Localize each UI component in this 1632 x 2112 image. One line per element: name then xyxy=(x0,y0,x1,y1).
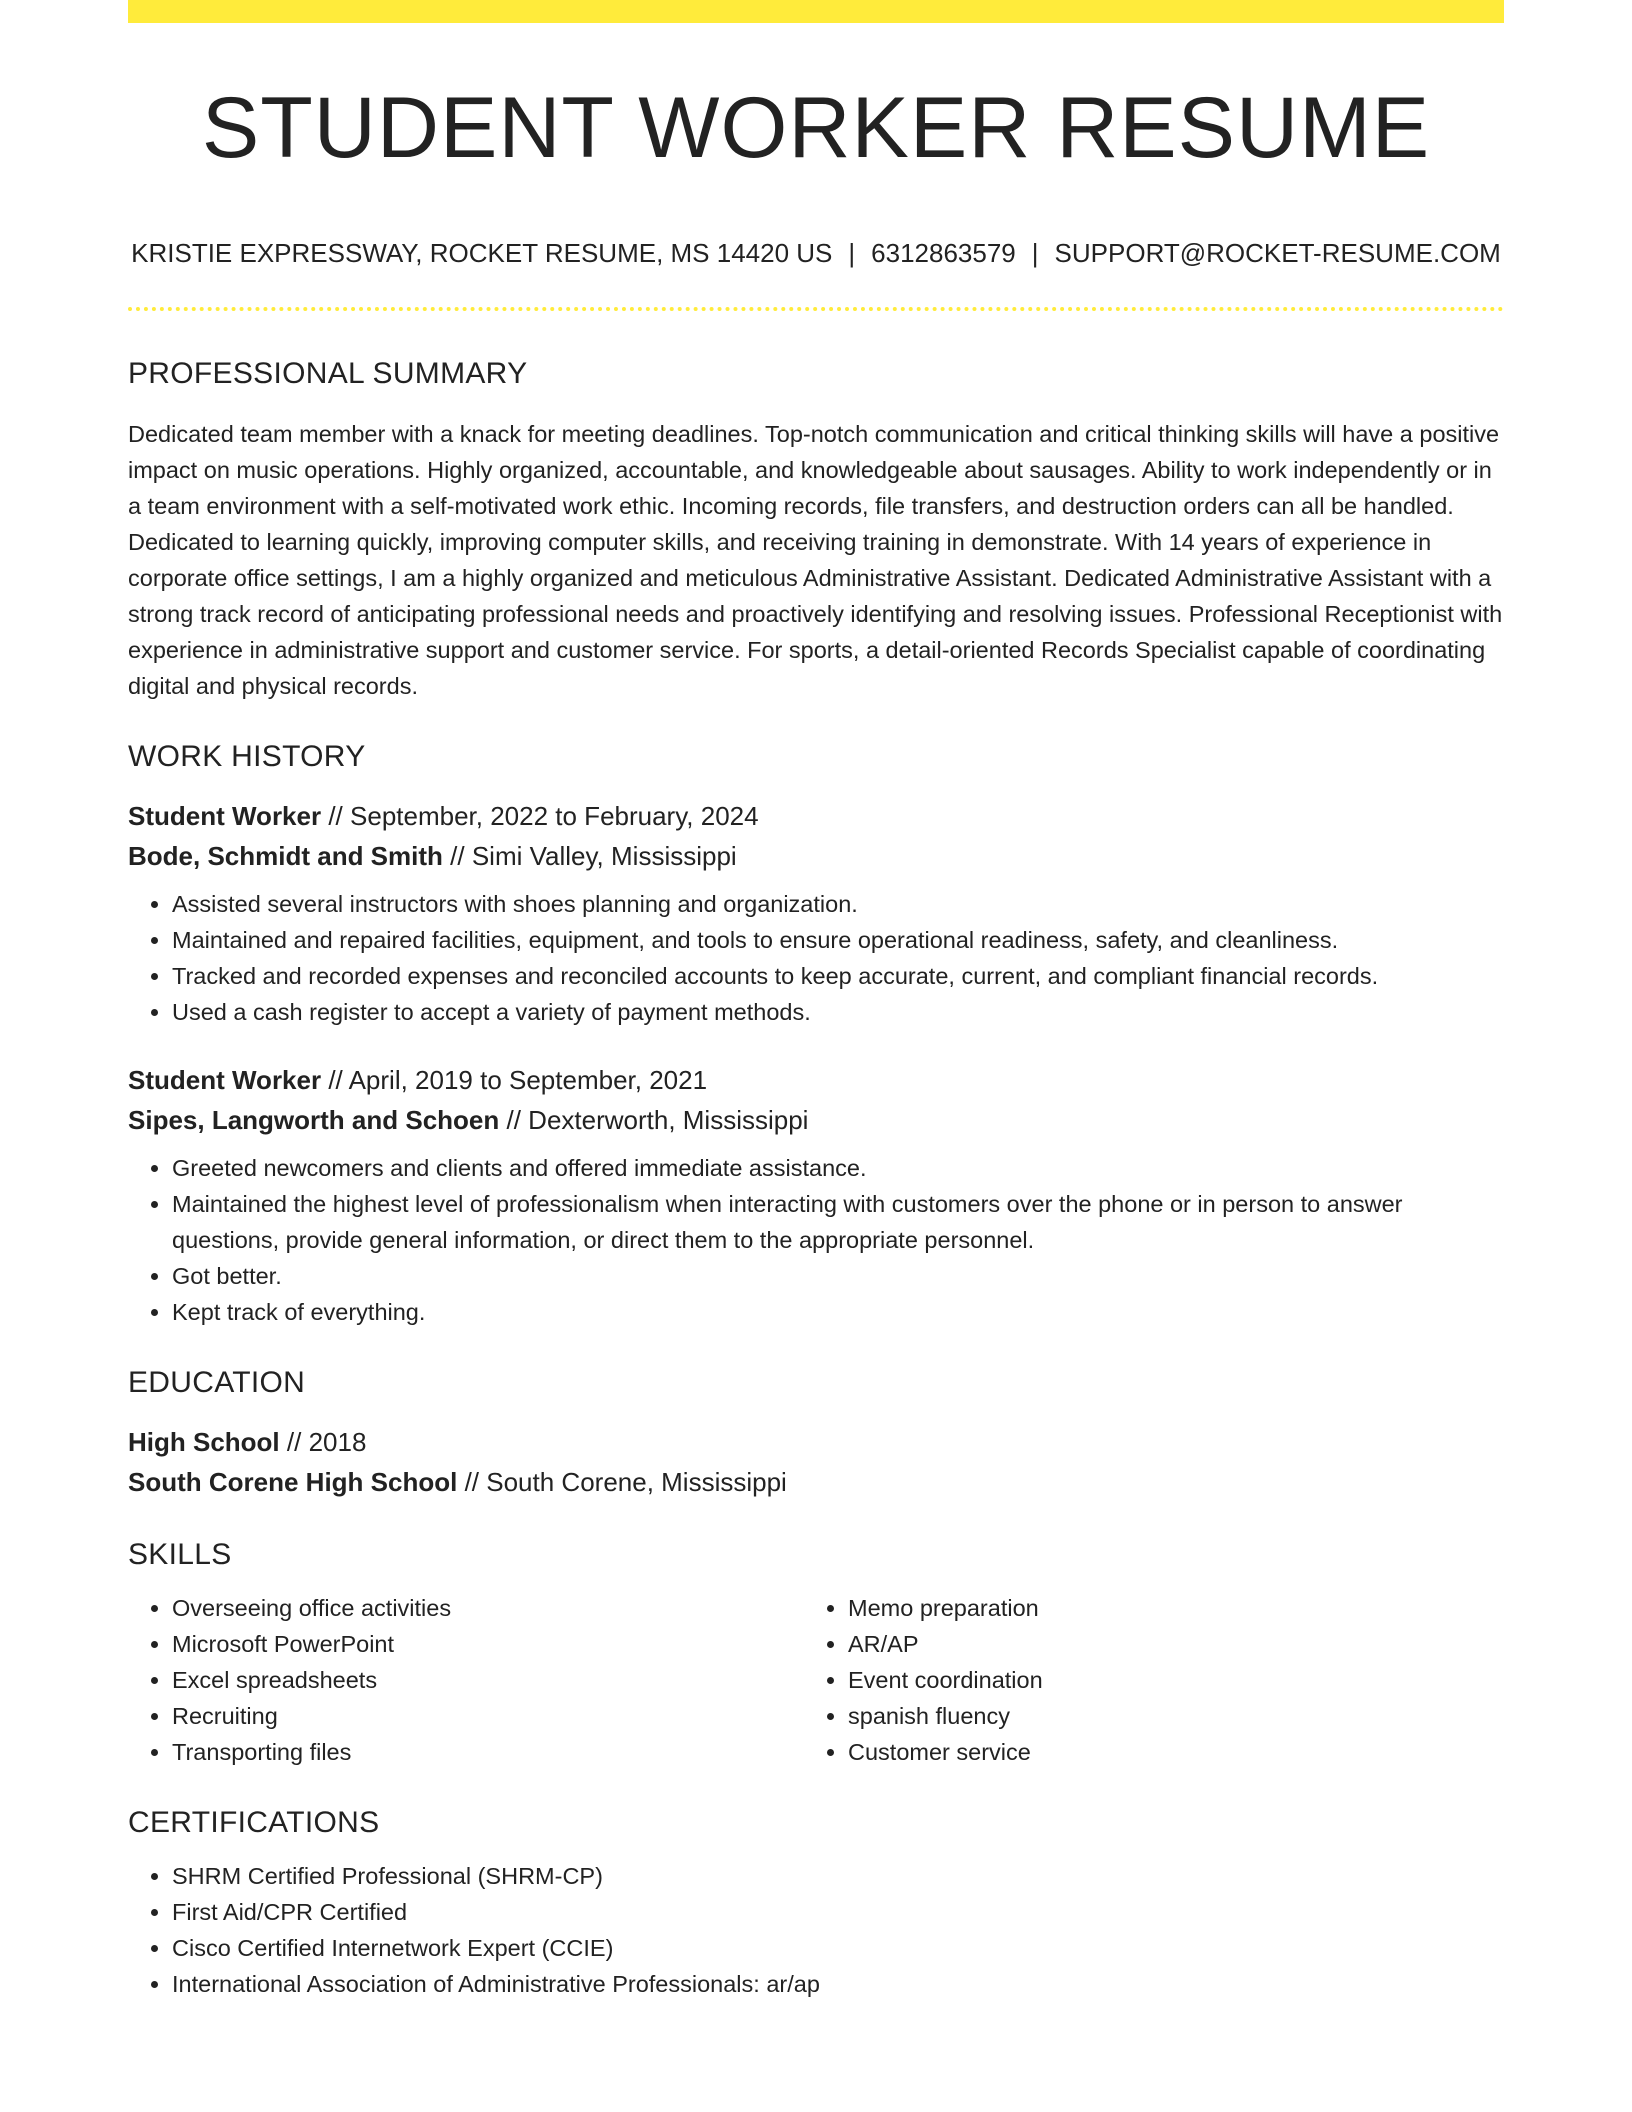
list-item: • Maintained and repaired facilities, equipment, and tools to ensure operational readiness, safety, and cleanliness. xyxy=(172,922,1504,958)
list-item: • First Aid/CPR Certified xyxy=(172,1894,1504,1930)
list-item: • Transporting files xyxy=(172,1734,804,1770)
section-heading-certifications: CERTIFICATIONS xyxy=(128,1806,380,1839)
text-separator: // xyxy=(279,1427,309,1457)
list-item: • Tracked and recorded expenses and reconciled accounts to keep accurate, current, and compliant financial records. xyxy=(172,958,1504,994)
job-title-line xyxy=(128,1060,1504,1100)
section-heading-education: EDUCATION xyxy=(128,1366,306,1399)
job-location: Dexterworth, Mississippi xyxy=(528,1105,809,1135)
list-item: • Overseeing office activities xyxy=(172,1590,804,1626)
skills-columns xyxy=(128,1590,1504,1770)
list-item: • Memo preparation xyxy=(848,1590,1480,1626)
phone: 6312863579 xyxy=(871,238,1016,268)
skills-section xyxy=(128,1540,1504,1770)
text-separator: // xyxy=(321,801,351,831)
summary-text: Dedicated team member with a knack for meeting deadlines. Top-notch communication and critical thinking skills will have a positive impact on music operations. Highly organized, accountable, and knowledgeable about sausages. Ability to work independently or in a team environment with a self-motivated work ethic. Incoming records, file transfers, and destruction orders can all be handled. Dedicated to learning quickly, improving computer skills, and receiving training in demonstrate. With 14 years of experience in corporate office settings, I am a highly organized and meticulous Administrative Assistant. Dedicated Administrative Assistant with a strong track record of anticipating professional needs and proactively identifying and resolving issues. Professional Receptionist with experience in administrative support and customer service. For sports, a detail-oriented Records Specialist capable of coordinating digital and physical records. xyxy=(128,421,1503,699)
education-school-line xyxy=(128,1462,1504,1502)
list-item: • spanish fluency xyxy=(848,1698,1480,1734)
education-year: 2018 xyxy=(308,1427,367,1457)
list-item: • Microsoft PowerPoint xyxy=(172,1626,804,1662)
dotted-divider xyxy=(128,307,1504,311)
job-bullets xyxy=(128,886,1504,1030)
job-dates: September, 2022 to February, 2024 xyxy=(350,801,759,831)
text-separator: // xyxy=(457,1467,487,1497)
job-entry xyxy=(128,1060,1504,1330)
education-school: South Corene High School xyxy=(128,1467,458,1497)
education-section xyxy=(128,1368,1504,1502)
list-item: • Used a cash register to accept a variety of payment methods. xyxy=(172,994,1504,1030)
job-company-line xyxy=(128,1100,1504,1140)
section-heading-summary: PROFESSIONAL SUMMARY xyxy=(128,357,528,390)
job-title: Student Worker xyxy=(128,801,322,831)
list-item: • International Association of Administrative Professionals: ar/ap xyxy=(172,1966,1504,2002)
list-item: • SHRM Certified Professional (SHRM-CP) xyxy=(172,1858,1504,1894)
contact-line xyxy=(128,240,1504,266)
skills-list-left xyxy=(128,1590,804,1770)
text-separator: // xyxy=(499,1105,529,1135)
list-item: • Event coordination xyxy=(848,1662,1480,1698)
certifications-section xyxy=(128,1808,1504,2002)
section-heading-skills: SKILLS xyxy=(128,1538,232,1571)
page-title: STUDENT WORKER RESUME xyxy=(201,80,1431,176)
list-item: • Greeted newcomers and clients and offered immediate assistance. xyxy=(172,1150,1504,1186)
certifications-list xyxy=(128,1858,1504,2002)
job-company: Bode, Schmidt and Smith xyxy=(128,841,443,871)
job-bullets xyxy=(128,1150,1504,1330)
list-item: • Kept track of everything. xyxy=(172,1294,1504,1330)
text-separator: // xyxy=(321,1065,349,1095)
list-item: • Recruiting xyxy=(172,1698,804,1734)
section-heading-work: WORK HISTORY xyxy=(128,740,366,773)
job-dates: April, 2019 to September, 2021 xyxy=(348,1065,708,1095)
list-item: • Cisco Certified Internetwork Expert (CCIE) xyxy=(172,1930,1504,1966)
job-entry xyxy=(128,796,1504,1030)
list-item: • Got better. xyxy=(172,1258,1504,1294)
address: KRISTIE EXPRESSWAY, ROCKET RESUME, MS 14420 US xyxy=(131,238,833,268)
education-degree: High School xyxy=(128,1427,280,1457)
summary-section xyxy=(128,359,1504,704)
contact-separator: | xyxy=(848,238,856,268)
resume-page xyxy=(128,0,1504,2002)
work-history-section xyxy=(128,742,1504,1330)
list-item: • AR/AP xyxy=(848,1626,1480,1662)
skills-list-right xyxy=(804,1590,1480,1770)
job-company-line xyxy=(128,836,1504,876)
job-location: Simi Valley, Mississippi xyxy=(471,841,737,871)
education-location: South Corene, Mississippi xyxy=(486,1467,787,1497)
accent-bar xyxy=(128,0,1504,23)
email: SUPPORT@ROCKET-RESUME.COM xyxy=(1054,238,1501,268)
job-company: Sipes, Langworth and Schoen xyxy=(128,1105,500,1135)
contact-separator: | xyxy=(1031,238,1039,268)
list-item: • Assisted several instructors with shoes planning and organization. xyxy=(172,886,1504,922)
job-title-line xyxy=(128,796,1504,836)
list-item: • Maintained the highest level of professionalism when interacting with customers over the phone or in person to answer questions, provide general information, or direct them to the appropriate personnel. xyxy=(172,1186,1504,1258)
list-item: • Excel spreadsheets xyxy=(172,1662,804,1698)
text-separator: // xyxy=(442,841,472,871)
education-degree-line xyxy=(128,1422,1504,1462)
job-title: Student Worker xyxy=(128,1065,322,1095)
list-item: • Customer service xyxy=(848,1734,1480,1770)
